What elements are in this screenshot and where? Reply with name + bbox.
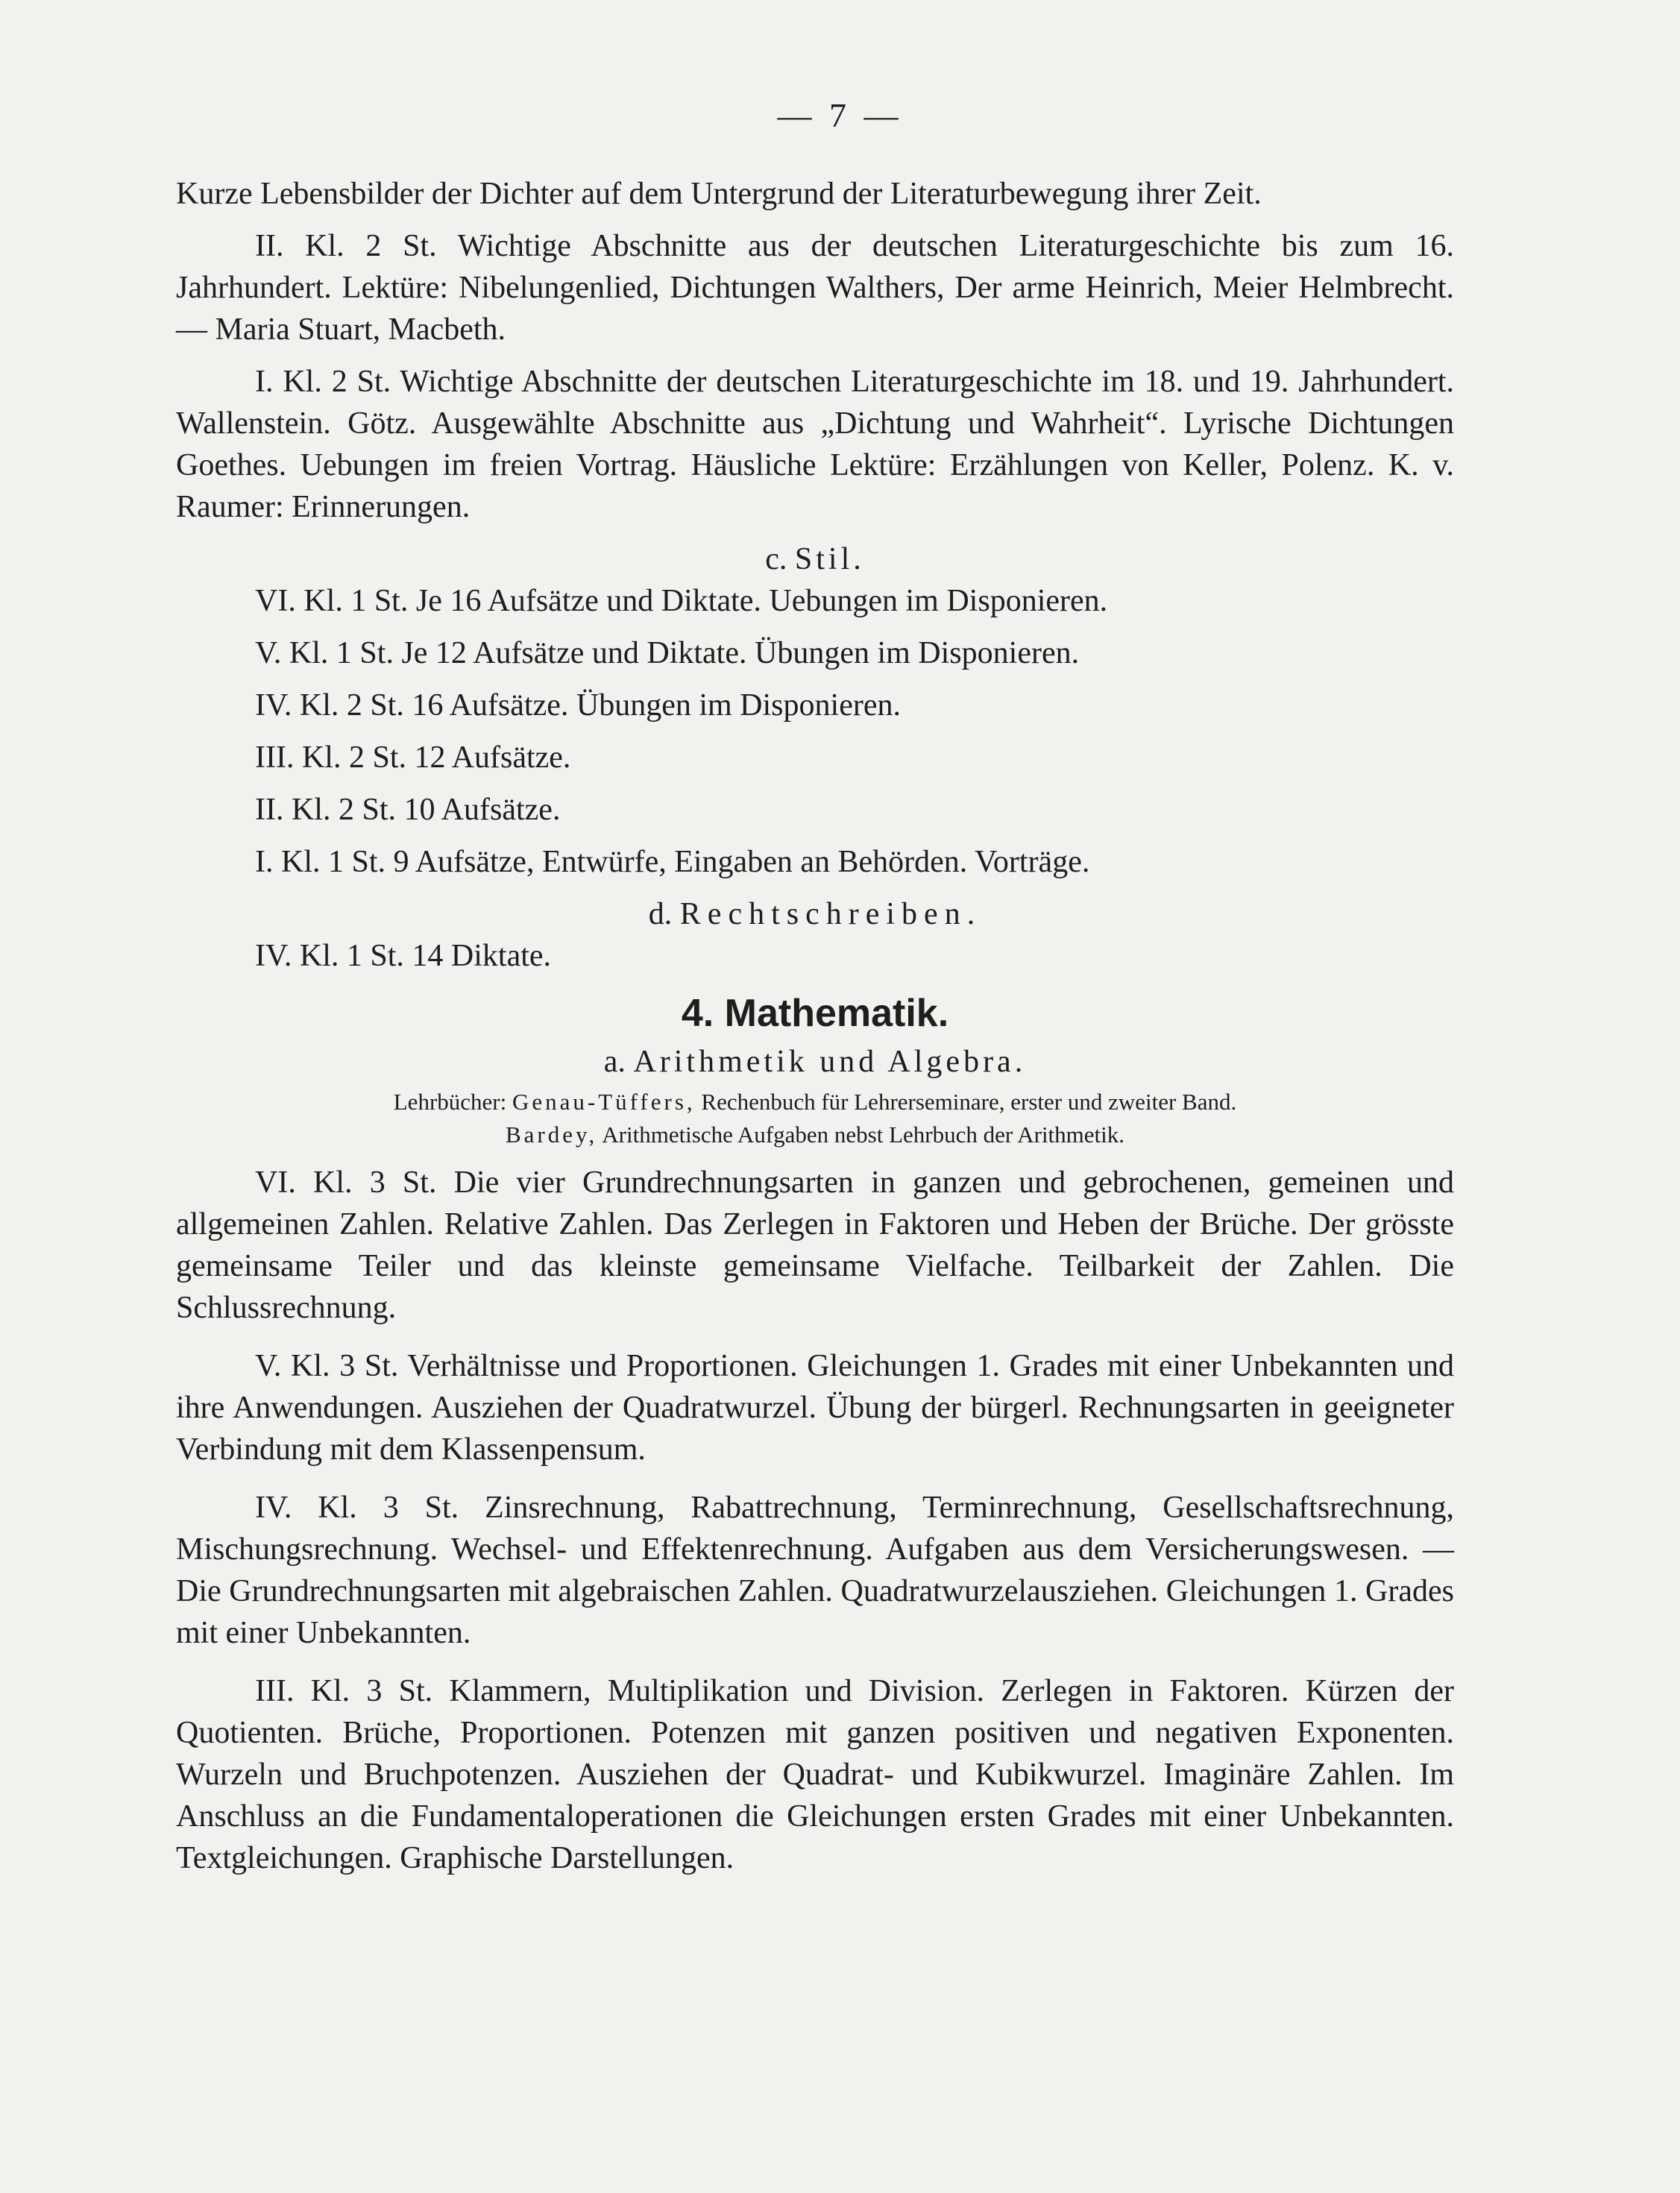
stil-line-klasse-4: IV. Kl. 2 St. 16 Aufsätze. Übungen im Disponieren. (255, 688, 901, 723)
literatur-intro-paragraph: Kurze Lebensbilder der Dichter auf dem Untergrund der Literaturbewegung ihrer Zeit. (176, 177, 1262, 211)
stil-heading-prefix: c. (765, 542, 787, 576)
stil-line-klasse-3: III. Kl. 2 St. 12 Aufsätze. (255, 740, 571, 775)
rechtschreiben-heading-title: Rechtschreiben. (679, 897, 982, 931)
textbook-line-2 (176, 1118, 1454, 1151)
arithmetik-heading-title: Arithmetik und Algebra. (633, 1045, 1027, 1079)
mathematik-section-title: 4. Mathematik. (681, 992, 949, 1035)
page-number: — 7 — (777, 96, 903, 134)
mathematik-klasse-5-paragraph: V. Kl. 3 St. Verhältnisse und Proportionen. Gleichungen 1. Grades mit einer Unbekannten und ihre Anwendungen. Ausziehen der Quadratwurzel. Übung der bürgerl. Rechnungsarten in geeigneter Verbindung mit dem Klassenpensum. (176, 1349, 1454, 1467)
literatur-klasse-1-paragraph: I. Kl. 2 St. Wichtige Abschnitte der deutschen Literaturgeschichte im 18. und 19. Jahrhundert. Wallenstein. Götz. Ausgewählte Abschnitte aus „Dichtung und Wahrheit“. Lyrische Dichtungen Goethes. Uebungen im freien Vortrag. Häusliche Lektüre: Erzählungen von Keller, Polenz. K. v. Raumer: Erinnerungen. (176, 365, 1454, 524)
mathematik-klasse-6-paragraph: VI. Kl. 3 St. Die vier Grundrechnungsarten in ganzen und gebrochenen, gemeinen und allgemeinen Zahlen. Relative Zahlen. Das Zerlegen in Faktoren und Heben der Brüche. Der grösste gemeinsame Teiler und das kleinste gemeinsame Vielfache. Teilbarkeit der Zahlen. Die Schlussrechnung. (176, 1165, 1454, 1325)
mathematik-klasse-4-paragraph: IV. Kl. 3 St. Zinsrechnung, Rabattrechnung, Terminrechnung, Gesellschaftsrechnung, Mischungsrechnung. Wechsel- und Effektenrechnung. Aufgaben aus dem Versicherungswesen. — Die Grundrechnungsarten mit algebraischen Zahlen. Quadratwurzelausziehen. Gleichungen 1. Grades mit einer Unbekannten. (176, 1491, 1454, 1650)
rechtschreiben-heading (176, 893, 1454, 935)
textbook-line-1 (176, 1086, 1454, 1118)
rechtschreiben-heading-prefix: d. (648, 897, 673, 931)
stil-heading-title: Stil. (794, 542, 865, 576)
arithmetik-heading-prefix: a. (603, 1045, 626, 1079)
textbook-2-title: Arithmetische Aufgaben nebst Lehrbuch der Arithmetik. (602, 1121, 1125, 1148)
mathematik-klasse-3-paragraph: III. Kl. 3 St. Klammern, Multiplikation und Division. Zerlegen in Faktoren. Kürzen der Quotienten. Brüche, Proportionen. Potenzen mit ganzen positiven und negativen Exponenten. Wurzeln und Bruchpotenzen. Ausziehen der Quadrat- und Kubikwurzel. Imaginäre Zahlen. Im Anschluss an die Fundamentaloperationen die Gleichungen ersten Grades mit einer Unbekannten. Textgleichungen. Graphische Darstellungen. (176, 1674, 1454, 1875)
textbook-label: Lehrbücher: (393, 1089, 507, 1115)
stil-line-klasse-5: V. Kl. 1 St. Je 12 Aufsätze und Diktate. Übungen im Disponieren. (255, 636, 1080, 670)
stil-line-klasse-6: VI. Kl. 1 St. Je 16 Aufsätze und Diktate. Uebungen im Disponieren. (255, 584, 1108, 618)
literatur-klasse-2-paragraph: II. Kl. 2 St. Wichtige Abschnitte aus der deutschen Literaturgeschichte bis zum 16. Jahrhundert. Lektüre: Nibelungenlied, Dichtungen Walthers, Der arme Heinrich, Meier Helmbrecht. — Maria Stuart, Macbeth. (176, 229, 1454, 347)
stil-line-klasse-1: I. Kl. 1 St. 9 Aufsätze, Entwürfe, Eingaben an Behörden. Vorträge. (255, 845, 1090, 879)
stil-line-klasse-2: II. Kl. 2 St. 10 Aufsätze. (255, 793, 561, 827)
textbook-2-author: Bardey, (505, 1121, 598, 1148)
arithmetik-heading (176, 1041, 1454, 1083)
textbook-1-title: Rechenbuch für Lehrerseminare, erster und zweiter Band. (701, 1089, 1237, 1115)
stil-heading (176, 538, 1454, 580)
page-body (176, 173, 1454, 1879)
textbook-1-author: Genau-Tüffers, (512, 1089, 696, 1115)
rechtschreiben-line-klasse-4: IV. Kl. 1 St. 14 Diktate. (255, 939, 552, 973)
